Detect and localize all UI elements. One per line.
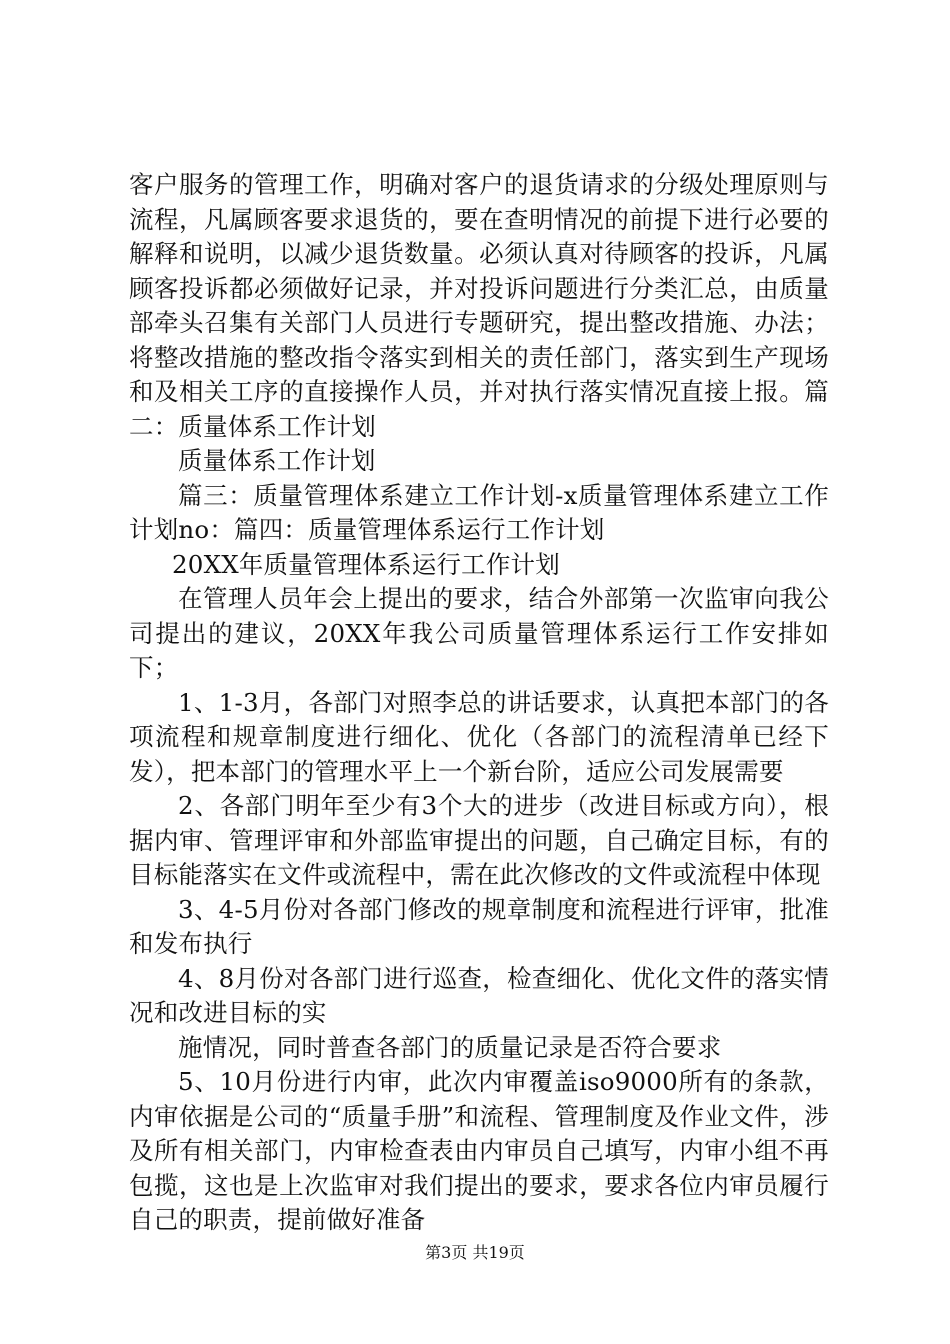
- paragraph-item-4-continued: 施情况，同时普查各部门的质量记录是否符合要求: [178, 1032, 722, 1062]
- paragraph-customer-service: 客户服务的管理工作，明确对客户的退货请求的分级处理原则与流程，凡属顾客要求退货的，要在查明情况的前提下进行必要的解释和说明，以减少退货数量。必须认真对待顾客的投诉，凡属顾客投诉都必须做好记录，并对投诉问题进行分类汇总，由质量部牵头召集有关部门人员进行专题研究，提出整改措施、办法；将整改措施的整改指令落实到相关的责任部门，落实到生产现场和及相关工序的直接操作人员，并对执行落实情况直接上报。篇二：质量体系工作计划: [129, 170, 829, 441]
- paragraph-item-5: 5、10月份进行内审，此次内审覆盖iso9000所有的条款，内审依据是公司的“质量手册”和流程、管理制度及作业文件，涉及所有相关部门，内审检查表由内审员自己填写，内审小组不再包揽，这也是上次监审对我们提出的要求，要求各位内审员履行自己的职责，提前做好准备: [129, 1067, 829, 1234]
- paragraph-intro: 在管理人员年会上提出的要求，结合外部第一次监审向我公司提出的建议，20XX年我公司质量管理体系运行工作安排如下；: [129, 584, 829, 682]
- page-footer: 第3页 共19页: [425, 1243, 525, 1262]
- paragraph-item-1: 1、1-3月，各部门对照李总的讲话要求，认真把本部门的各项流程和规章制度进行细化、优化（各部门的流程清单已经下发），把本部门的管理水平上一个新台阶，适应公司发展需要: [129, 687, 829, 786]
- paragraph-plan-title: 20XX年质量管理体系运行工作计划: [172, 549, 560, 579]
- paragraph-section-title: 质量体系工作计划: [178, 446, 376, 475]
- paragraph-item-4: 4、8月份对各部门进行巡查，检查细化、优化文件的落实情况和改进目标的实: [129, 963, 829, 1027]
- document-body: [129, 168, 829, 1238]
- paragraph-item-3: 3、4-5月份对各部门修改的规章制度和流程进行评审，批准和发布执行: [129, 894, 829, 958]
- paragraph-item-2: 2、各部门明年至少有3个大的进步（改进目标或方向），根据内审、管理评审和外部监审提出的问题，自己确定目标，有的目标能落实在文件或流程中，需在此次修改的文件或流程中体现: [129, 791, 829, 889]
- paragraph-chapter-three-four: 篇三：质量管理体系建立工作计划-x质量管理体系建立工作计划no：篇四：质量管理体系运行工作计划: [129, 480, 829, 544]
